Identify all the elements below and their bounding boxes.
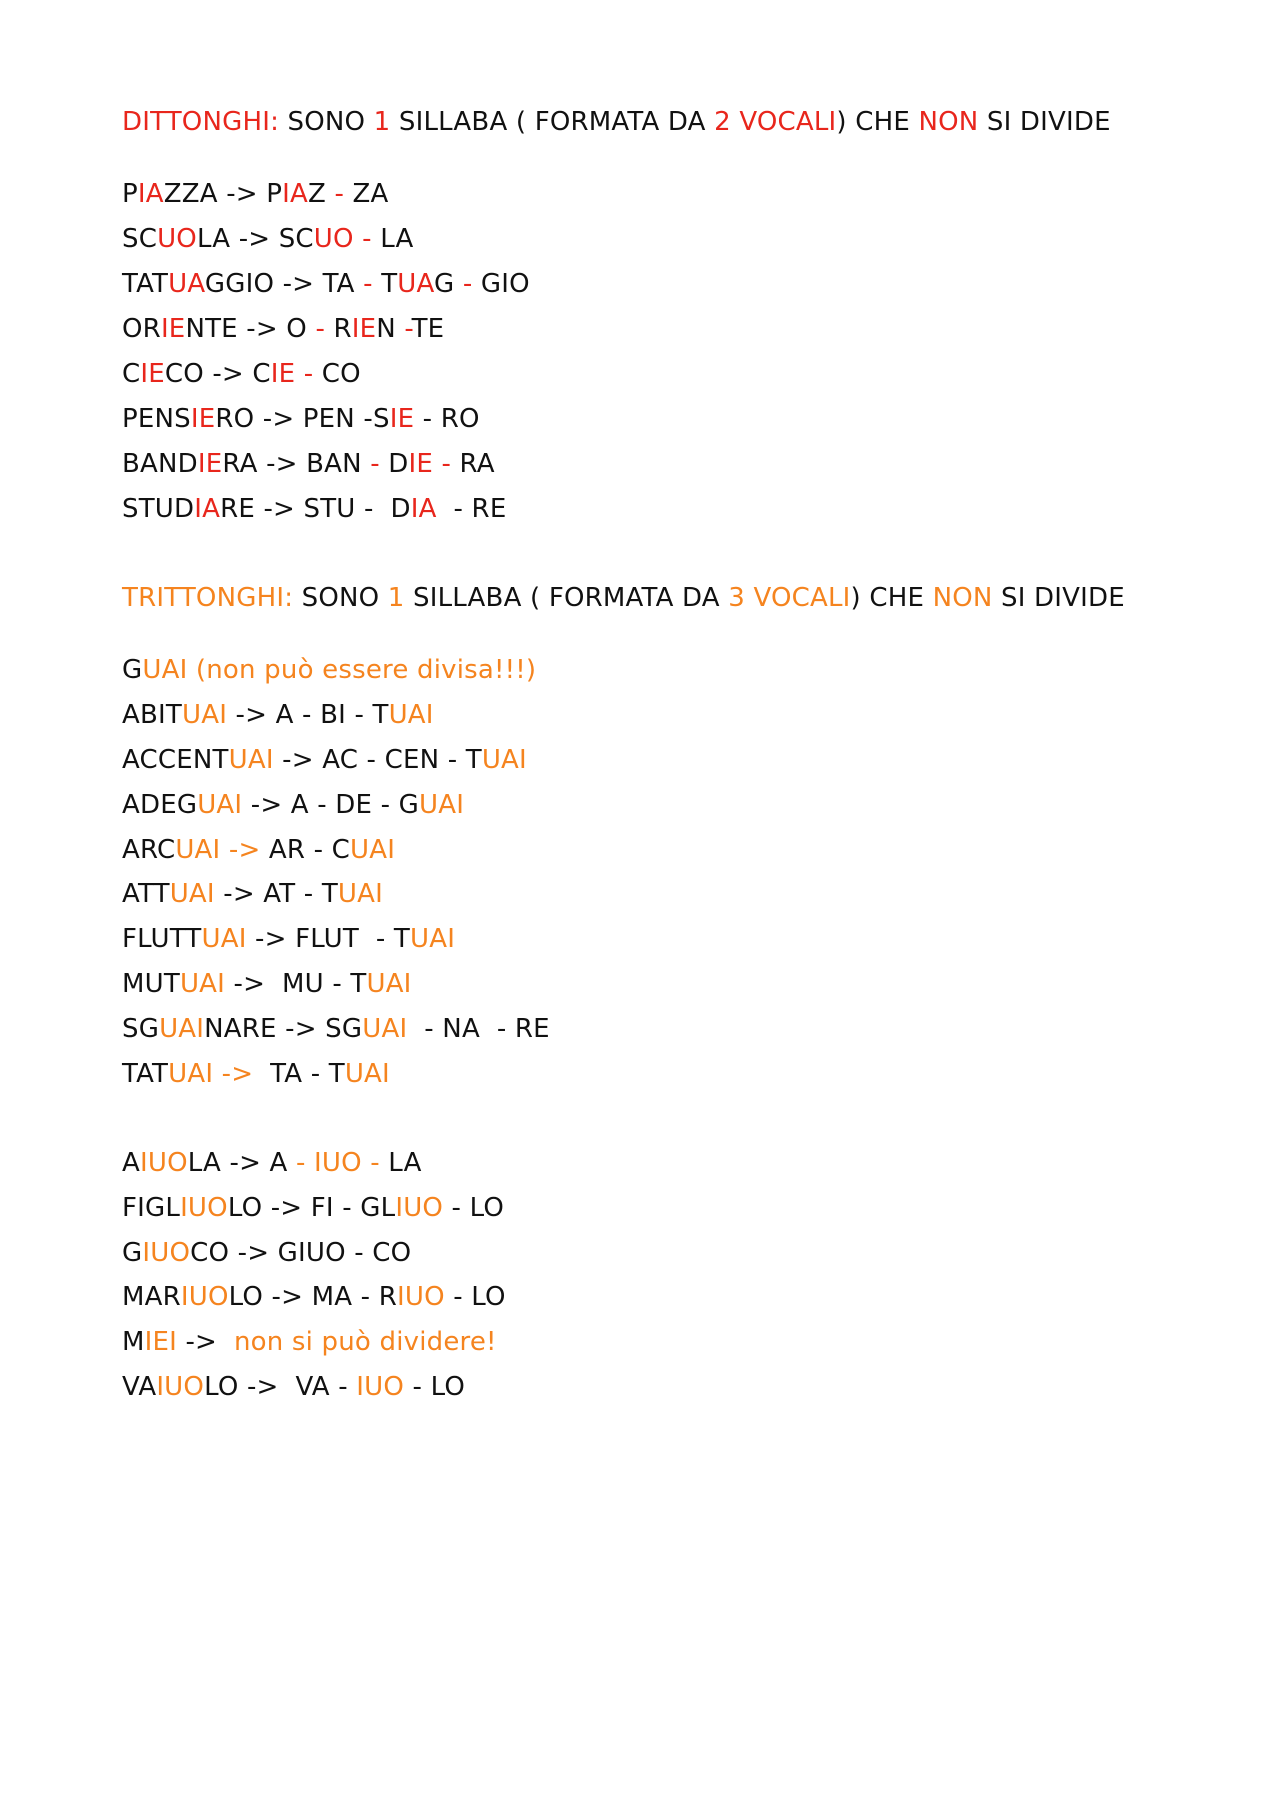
text-segment: ABIT — [122, 700, 182, 730]
text-segment: LA -> SC — [196, 224, 314, 254]
trittongo-uai-example-9 — [122, 1012, 550, 1046]
text-segment: RO -> PEN -S — [215, 404, 390, 434]
text-segment: RA — [451, 449, 495, 479]
text-segment: SONO — [279, 107, 374, 137]
text-segment: PENS — [122, 404, 191, 434]
text-segment: NON — [932, 583, 993, 613]
text-segment: SI DIVIDE — [978, 107, 1111, 137]
text-segment: P — [122, 179, 138, 209]
trittongo-uai-example-7 — [122, 922, 455, 956]
text-segment: LO -> MA - R — [228, 1282, 397, 1312]
text-segment: UA — [168, 269, 205, 299]
text-segment: VA — [122, 1372, 157, 1402]
text-segment: IE — [351, 314, 377, 344]
dittongo-example-3 — [122, 267, 530, 301]
text-segment: 2 VOCALI — [714, 107, 837, 137]
dittongo-example-8 — [122, 492, 506, 526]
text-segment: SILLABA ( FORMATA DA — [390, 107, 715, 137]
text-segment: IEI — [144, 1327, 178, 1357]
text-segment: FLUTT — [122, 924, 202, 954]
text-segment: 1 — [387, 583, 405, 613]
heading-trittonghi — [122, 581, 1125, 615]
text-segment — [295, 359, 303, 389]
text-segment: RA -> BAN — [222, 449, 371, 479]
heading-dittonghi — [122, 105, 1111, 139]
text-segment: -> FLUT - T — [246, 924, 410, 954]
text-segment: - RO — [414, 404, 480, 434]
text-segment: - — [441, 449, 452, 479]
text-segment: ) CHE — [850, 583, 933, 613]
text-segment: TRITTONGHI: — [122, 583, 294, 613]
text-segment: ZZA -> P — [163, 179, 283, 209]
text-segment: A — [122, 1148, 140, 1178]
text-segment: Z — [308, 179, 335, 209]
text-segment: - — [303, 359, 314, 389]
text-segment: ) CHE — [836, 107, 919, 137]
text-segment: UO — [313, 224, 354, 254]
text-segment: UAI -> — [168, 1059, 254, 1089]
text-segment: TA - T — [253, 1059, 345, 1089]
trittongo-iuo-example-4 — [122, 1280, 506, 1314]
text-segment: IUO — [140, 1148, 188, 1178]
text-segment: IUO — [156, 1372, 205, 1402]
text-segment: ACCENT — [122, 745, 229, 775]
text-segment: D — [379, 449, 409, 479]
text-segment: - — [362, 224, 372, 254]
text-segment: R — [325, 314, 352, 344]
text-segment: AR - C — [260, 835, 351, 865]
text-segment: SC — [122, 224, 158, 254]
text-segment: TAT — [122, 1059, 169, 1089]
text-segment: IA — [410, 494, 437, 524]
text-segment: SG — [122, 1014, 160, 1044]
text-segment: IA — [194, 494, 221, 524]
text-segment: IUO — [356, 1372, 405, 1402]
text-segment: - RE — [436, 494, 507, 524]
text-segment: IE — [197, 449, 223, 479]
text-segment: IUO — [180, 1282, 229, 1312]
trittongo-iuo-example-1 — [122, 1146, 422, 1180]
text-segment: -> AC - CEN - T — [273, 745, 482, 775]
trittongo-iuo-example-2 — [122, 1191, 504, 1225]
text-segment: IUO — [396, 1282, 445, 1312]
text-segment: - LO — [443, 1193, 505, 1223]
trittongo-iuo-example-5 — [122, 1325, 497, 1359]
text-segment: UAI -> — [175, 835, 261, 865]
text-segment: - IUO - — [295, 1148, 380, 1178]
text-segment: LO -> VA - — [204, 1372, 357, 1402]
text-segment: IUO — [395, 1193, 444, 1223]
text-segment: MUT — [122, 969, 180, 999]
text-segment: -> A - DE - G — [242, 790, 419, 820]
text-segment: IE — [389, 404, 415, 434]
text-segment: UO — [157, 224, 197, 254]
trittongo-uai-example-1 — [122, 653, 536, 687]
trittongo-uai-example-3 — [122, 743, 527, 777]
text-segment: UA — [397, 269, 435, 299]
text-segment: NON — [918, 107, 979, 137]
text-segment: OR — [122, 314, 161, 344]
text-segment: TAT — [122, 269, 169, 299]
text-segment: UAI — [366, 969, 412, 999]
text-segment: -> — [177, 1327, 234, 1357]
text-segment: non si può dividere! — [233, 1327, 497, 1357]
text-segment — [433, 449, 441, 479]
text-segment: LO -> FI - GL — [227, 1193, 396, 1223]
text-segment: UAI — [169, 879, 215, 909]
text-segment: G — [122, 655, 143, 685]
text-segment: LA — [371, 224, 414, 254]
text-segment: UAI — [181, 700, 228, 730]
text-segment: IUO — [180, 1193, 228, 1223]
text-segment: FIGL — [122, 1193, 181, 1223]
text-segment: IE — [160, 314, 186, 344]
text-segment: UAI — [350, 835, 396, 865]
text-segment: IA — [282, 179, 308, 209]
dittongo-example-2 — [122, 222, 414, 256]
text-segment: BAND — [122, 449, 198, 479]
dittongo-example-5 — [122, 357, 361, 391]
text-segment: IUO — [142, 1238, 191, 1268]
text-segment: -> MU - T — [225, 969, 367, 999]
text-segment: TE — [411, 314, 445, 344]
text-segment: N — [376, 314, 405, 344]
text-segment: 1 — [373, 107, 391, 137]
text-segment: MAR — [122, 1282, 181, 1312]
text-segment: T — [372, 269, 398, 299]
text-segment: UAI — [337, 879, 384, 909]
text-segment: IE — [408, 449, 434, 479]
text-segment: G — [434, 269, 463, 299]
text-segment: GIO — [472, 269, 530, 299]
text-segment: UAI — [388, 700, 434, 730]
text-segment: C — [122, 359, 141, 389]
dittongo-example-6 — [122, 402, 480, 436]
text-segment: IA — [137, 179, 164, 209]
dittongo-example-1 — [122, 177, 389, 211]
text-segment: - — [404, 314, 412, 344]
text-segment: ZA — [344, 179, 389, 209]
trittongo-uai-example-10 — [122, 1057, 390, 1091]
text-segment: UAI (non può essere divisa!!!) — [142, 655, 537, 685]
text-segment: GGIO -> TA — [204, 269, 364, 299]
text-segment — [354, 224, 362, 254]
text-segment: UAI — [159, 1014, 205, 1044]
text-segment: G — [122, 1238, 143, 1268]
text-segment: UAI — [418, 790, 465, 820]
text-segment: - — [334, 179, 345, 209]
text-segment: ADEG — [122, 790, 198, 820]
text-segment: RE -> STU - D — [220, 494, 411, 524]
text-segment: SONO — [293, 583, 388, 613]
text-segment: - LO — [404, 1372, 465, 1402]
text-segment: UAI — [201, 924, 247, 954]
text-segment: -> AT - T — [214, 879, 338, 909]
text-segment: CO — [313, 359, 361, 389]
trittongo-uai-example-4 — [122, 788, 464, 822]
text-segment: UAI — [179, 969, 226, 999]
text-segment: IE — [140, 359, 165, 389]
text-segment: LA — [379, 1148, 422, 1178]
trittongo-uai-example-8 — [122, 967, 412, 1001]
text-segment: IE — [270, 359, 296, 389]
text-segment: UAI — [481, 745, 527, 775]
text-segment: LA -> A — [187, 1148, 296, 1178]
text-segment: M — [122, 1327, 145, 1357]
trittongo-uai-example-5 — [122, 833, 395, 867]
text-segment: ATT — [122, 879, 170, 909]
text-segment: -> A - BI - T — [227, 700, 389, 730]
text-segment: CO -> GIUO - CO — [190, 1238, 412, 1268]
text-segment: - — [315, 314, 326, 344]
text-segment: ARC — [122, 835, 176, 865]
trittongo-uai-example-6 — [122, 877, 383, 911]
text-segment: UAI — [197, 790, 243, 820]
text-segment: - — [363, 269, 373, 299]
trittongo-iuo-example-6 — [122, 1370, 465, 1404]
dittongo-example-4 — [122, 312, 444, 346]
dittongo-example-7 — [122, 447, 495, 481]
text-segment: UAI — [362, 1014, 408, 1044]
text-segment: NTE -> O — [185, 314, 316, 344]
text-segment: UAI — [228, 745, 274, 775]
text-segment: - NA - RE — [407, 1014, 550, 1044]
text-segment: SI DIVIDE — [992, 583, 1125, 613]
trittongo-uai-example-2 — [122, 698, 434, 732]
text-segment: - — [370, 449, 380, 479]
text-segment: UAI — [344, 1059, 390, 1089]
text-segment: SILLABA ( FORMATA DA — [404, 583, 729, 613]
text-segment: DITTONGHI: — [122, 107, 280, 137]
text-segment: 3 VOCALI — [728, 583, 851, 613]
trittongo-iuo-example-3 — [122, 1236, 411, 1270]
text-segment: CO -> C — [164, 359, 271, 389]
text-segment: - LO — [444, 1282, 506, 1312]
text-segment: - — [462, 269, 473, 299]
text-segment: STUD — [122, 494, 195, 524]
text-segment: NARE -> SG — [204, 1014, 363, 1044]
text-segment: IE — [190, 404, 216, 434]
text-segment: UAI — [410, 924, 456, 954]
